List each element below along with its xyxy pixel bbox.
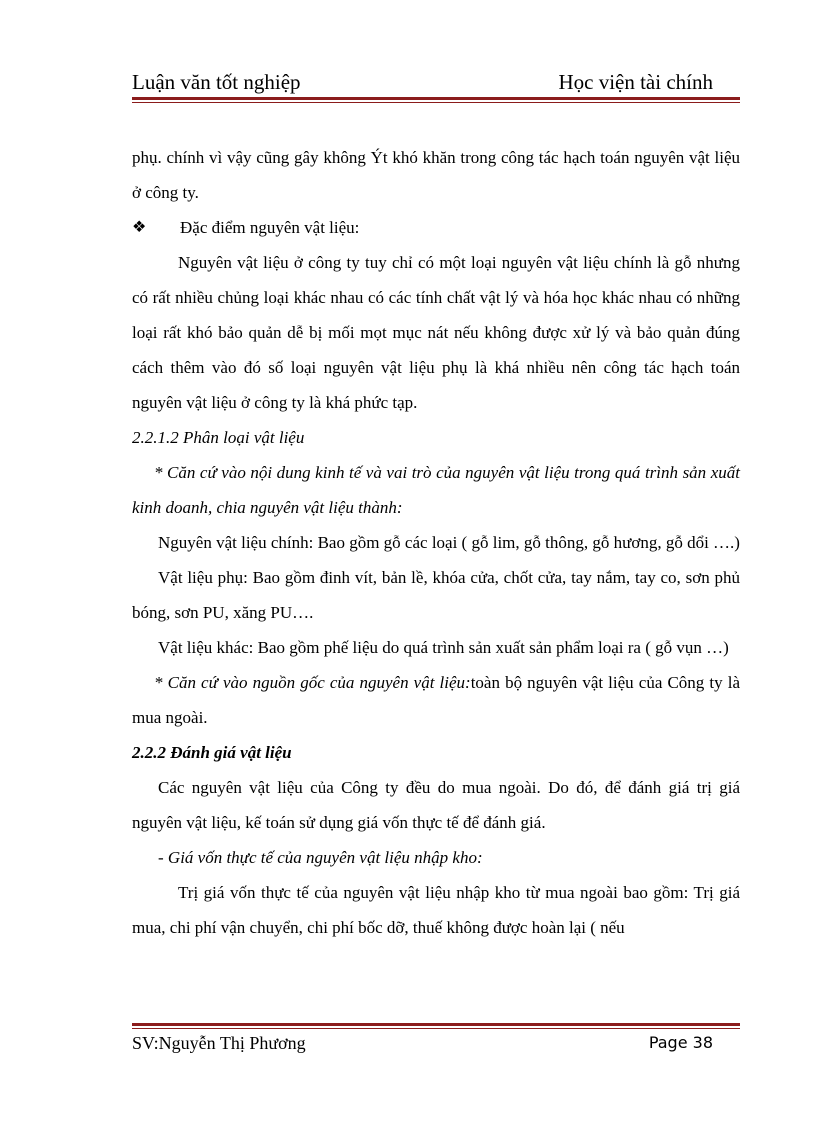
paragraph-actual-cost-detail: Trị giá vốn thực tế của nguyên vật liệu nhập kho từ mua ngoài bao gồm: Trị giá mua, chi phí vận chuyển, chi phí bốc dỡ, thuế không được hoàn lại ( nếu	[132, 883, 740, 937]
header-title-left: Luận văn tốt nghiệp	[132, 70, 301, 94]
origin-italic-lead: * Căn cứ vào nguồn gốc của nguyên vật liệu:	[154, 673, 471, 692]
header-rule	[132, 97, 740, 103]
paragraph-auxiliary-material: Vật liệu phụ: Bao gồm đinh vít, bản lề, khóa cửa, chốt cửa, tay nắm, tay co, sơn phủ bóng, sơn PU, xăng PU….	[132, 568, 740, 622]
paragraph-material-characteristics: Nguyên vật liệu ở công ty tuy chỉ có một loại nguyên vật liệu chính là gỗ nhưng có rất nhiều chủng loại khác nhau có các tính chất vật lý và hóa học khác nhau có những loại rất khó bảo quản dễ bị mối mọt mục nát nếu không được xử lý và bảo quản đúng cách thêm vào đó số loại nguyên vật liệu phụ là khá nhiều nên công tác hạch toán nguyên vật liệu ở công ty là khá phức tạp.	[132, 253, 740, 412]
paragraph-classification-basis: * Căn cứ vào nội dung kinh tế và vai trò của nguyên vật liệu trong quá trình sản xuất kinh doanh, chia nguyên vật liệu thành:	[132, 463, 740, 517]
bullet-heading-text: Đặc điểm nguyên vật liệu:	[180, 218, 360, 237]
paragraph-main-material: Nguyên vật liệu chính: Bao gồm gỗ các loại ( gỗ lim, gỗ thông, gỗ hương, gỗ dổi ….)	[158, 533, 740, 552]
bullet-heading	[132, 210, 740, 245]
origin-rest: toàn bộ nguyên vật liệu của Công ty là mua ngoài.	[132, 673, 740, 727]
paragraph-other-material: Vật liệu khác: Bao gồm phế liệu do quá trình sản xuất sản phẩm loại ra ( gỗ vụn …)	[158, 638, 729, 657]
document-body	[132, 140, 740, 945]
section-heading-2-2-2: 2.2.2 Đánh giá vật liệu	[132, 743, 292, 762]
section-heading-2-2-1-2: 2.2.1.2 Phân loại vật liệu	[132, 428, 305, 447]
paragraph-continuation: phụ. chính vì vậy cũng gây không Ýt khó khăn trong công tác hạch toán nguyên vật liệu ở công ty.	[132, 148, 740, 202]
paragraph-valuation: Các nguyên vật liệu của Công ty đều do mua ngoài. Do đó, để đánh giá trị giá nguyên vật liệu, kế toán sử dụng giá vốn thực tế để đánh giá.	[132, 778, 740, 832]
footer-page-number: Page 38	[648, 1033, 713, 1052]
paragraph-actual-cost-heading: - Giá vốn thực tế của nguyên vật liệu nhập kho:	[158, 848, 483, 867]
diamond-bullet-icon: ❖	[132, 219, 147, 236]
footer-author: SV:Nguyễn Thị Phương	[132, 1033, 306, 1053]
footer-rule	[132, 1023, 740, 1029]
header-title-right: Học viện tài chính	[558, 70, 713, 94]
paragraph-material-origin	[132, 665, 740, 735]
